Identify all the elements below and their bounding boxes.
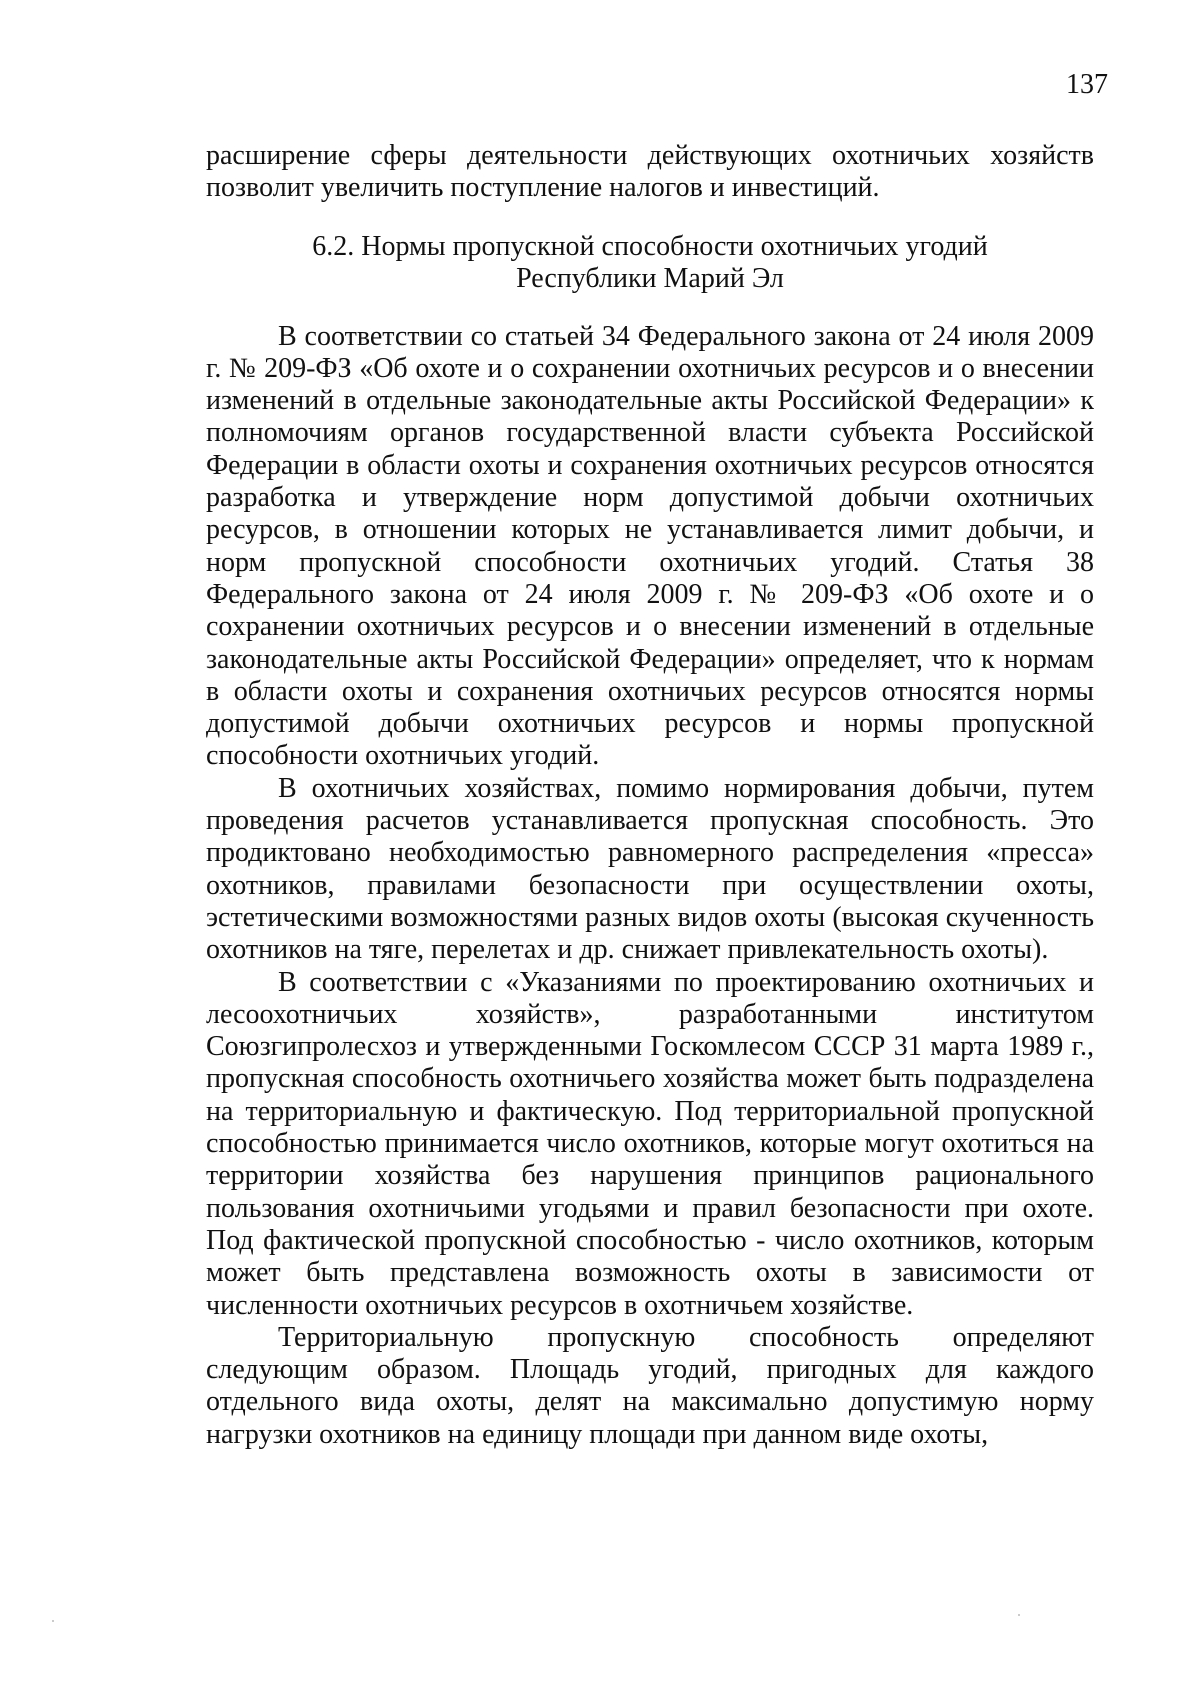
scan-speck bbox=[52, 1620, 54, 1622]
paragraph-capacity-calculation: В охотничьих хозяйствах, помимо нормирования добычи, путем проведения расчетов устанавливается пропускная способность. Это продиктовано необходимостью равномерного распределения «пресса» охотников, правилами безопасности при осуществлении охоты, эстетическими возможностями разных видов охоты (высокая скученность охотников на тяге, перелетах и др. снижает привлекательность охоты). bbox=[206, 772, 1094, 966]
intro-paragraph: расширение сферы деятельности действующих охотничьих хозяйств позволит увеличить поступление налогов и инвестиций. bbox=[206, 140, 1094, 204]
scan-speck bbox=[1018, 1614, 1020, 1616]
section-heading-line-1: 6.2. Нормы пропускной способности охотничьих угодий bbox=[312, 230, 988, 262]
paragraph-capacity-types: В соответствии с «Указаниями по проектированию охотничьих и лесоохотничьих хозяйств», разработанными институтом Союзгипролесхоз и утвержденными Госкомлесом СССР 31 марта 1989 г., пропускная способность охотничьего хозяйства может быть подразделена на территориальную и фактическую. Под территориальной пропускной способностью принимается число охотников, которые могут охотиться на территории хозяйства без нарушения принципов рационального пользования охотничьими угодьями и правил безопасности при охоте. Под фактической пропускной способностью - число охотников, которым может быть представлена возможность охоты в зависимости от численности охотничьих ресурсов в охотничьем хозяйстве. bbox=[206, 966, 1094, 1321]
section-heading bbox=[206, 231, 1094, 295]
paragraph-territorial-capacity: Территориальную пропускную способность определяют следующим образом. Площадь угодий, пригодных для каждого отдельного вида охоты, делят на максимально допустимую норму нагрузки охотников на единицу площади при данном виде охоты, bbox=[206, 1321, 1094, 1450]
section-heading-line-2: Республики Марий Эл bbox=[516, 262, 784, 294]
paragraph-law-reference: В соответствии со статьей 34 Федерального закона от 24 июля 2009 г. № 209-ФЗ «Об охоте и о сохранении охотничьих ресурсов и о внесении изменений в отдельные законодательные акты Российской Федерации» к полномочиям органов государственной власти субъекта Российской Федерации в области охоты и сохранения охотничьих ресурсов относятся разработка и утверждение норм допустимой добычи охотничьих ресурсов, в отношении которых не устанавливается лимит добычи, и норм пропускной способности охотничьих угодий. Статья 38 Федерального закона от 24 июля 2009 г. № 209-ФЗ «Об охоте и о сохранении охотничьих ресурсов и о внесении изменений в отдельные законодательные акты Российской Федерации» определяет, что к нормам в области охоты и сохранения охотничьих ресурсов относятся нормы допустимой добычи охотничьих ресурсов и нормы пропускной способности охотничьих угодий. bbox=[206, 320, 1094, 772]
document-body bbox=[206, 140, 1094, 1451]
page-number: 137 bbox=[1066, 69, 1108, 100]
